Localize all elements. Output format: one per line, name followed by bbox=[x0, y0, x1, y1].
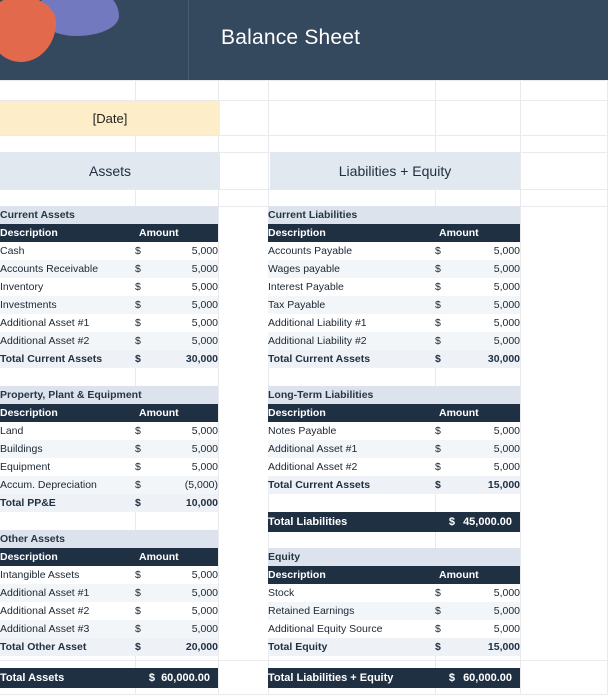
row-description[interactable]: Accounts Receivable bbox=[0, 260, 135, 278]
subtotal-currency-symbol: $ bbox=[435, 350, 457, 368]
row-currency-symbol: $ bbox=[435, 260, 457, 278]
column-header-description: Description bbox=[0, 404, 135, 422]
column-header-amount: Amount bbox=[435, 224, 520, 242]
section-title: Current Assets bbox=[0, 206, 218, 224]
table-row[interactable] bbox=[268, 422, 520, 440]
subtotal-row bbox=[0, 350, 218, 368]
row-amount[interactable]: 5,000 bbox=[157, 566, 218, 584]
row-currency-symbol: $ bbox=[435, 458, 457, 476]
subtotal-row bbox=[0, 494, 218, 512]
right-financial-table bbox=[268, 386, 520, 494]
row-amount[interactable]: 5,000 bbox=[157, 584, 218, 602]
column-header-row bbox=[0, 224, 218, 242]
total-liabilities-equity-row-currency-symbol: $ bbox=[435, 668, 457, 688]
row-currency-symbol: $ bbox=[435, 332, 457, 350]
row-currency-symbol: $ bbox=[435, 602, 457, 620]
row-amount[interactable]: 5,000 bbox=[157, 458, 218, 476]
assets-label: Assets bbox=[88, 162, 131, 179]
row-description[interactable]: Additional Equity Source bbox=[268, 620, 435, 638]
total-liabilities-equity-row bbox=[268, 668, 520, 688]
subtotal-amount: 20,000 bbox=[157, 638, 218, 656]
row-currency-symbol: $ bbox=[135, 440, 157, 458]
left-financial-table bbox=[0, 530, 218, 656]
table-row[interactable] bbox=[268, 278, 520, 296]
row-amount[interactable]: (5,000) bbox=[157, 476, 218, 494]
total-liabilities-equity-row-label: Total Liabilities + Equity bbox=[268, 668, 435, 688]
row-description[interactable]: Interest Payable bbox=[268, 278, 435, 296]
banner-divider bbox=[188, 0, 189, 80]
table-row[interactable] bbox=[0, 620, 218, 638]
column-header-row bbox=[268, 224, 520, 242]
table-row[interactable] bbox=[0, 458, 218, 476]
subtotal-label: Total Equity bbox=[268, 638, 435, 656]
table-row[interactable] bbox=[0, 476, 218, 494]
section-title: Other Assets bbox=[0, 530, 218, 548]
row-currency-symbol: $ bbox=[135, 476, 157, 494]
row-currency-symbol: $ bbox=[435, 242, 457, 260]
column-header-row bbox=[0, 404, 218, 422]
liabilities-equity-label: Liabilities + Equity bbox=[338, 162, 452, 179]
row-description[interactable]: Additional Asset #2 bbox=[268, 458, 435, 476]
right-financial-table bbox=[268, 512, 520, 532]
subtotal-currency-symbol: $ bbox=[135, 350, 157, 368]
right-financial-table bbox=[268, 548, 520, 656]
date-cell[interactable] bbox=[0, 101, 220, 135]
left-financial-table bbox=[0, 386, 218, 512]
table-row[interactable] bbox=[0, 314, 218, 332]
table-row[interactable] bbox=[0, 278, 218, 296]
total-liabilities-row-currency-symbol: $ bbox=[435, 512, 457, 532]
row-amount[interactable]: 5,000 bbox=[157, 602, 218, 620]
table-row[interactable] bbox=[268, 332, 520, 350]
title-banner bbox=[0, 0, 608, 80]
liabilities-equity-header-band bbox=[270, 152, 520, 189]
row-description[interactable]: Investments bbox=[0, 296, 135, 314]
section-title-row bbox=[0, 386, 218, 404]
row-amount[interactable]: 5,000 bbox=[157, 278, 218, 296]
row-currency-symbol: $ bbox=[435, 422, 457, 440]
row-currency-symbol: $ bbox=[135, 620, 157, 638]
table-row[interactable] bbox=[0, 242, 218, 260]
table-row[interactable] bbox=[0, 422, 218, 440]
row-description[interactable]: Cash bbox=[0, 242, 135, 260]
total-liabilities-row-amount: 45,000.00 bbox=[457, 512, 520, 532]
row-amount[interactable]: 5,000 bbox=[157, 440, 218, 458]
row-amount[interactable]: 5,000 bbox=[457, 422, 520, 440]
column-header-description: Description bbox=[0, 548, 135, 566]
section-title-row bbox=[268, 548, 520, 566]
column-header-row bbox=[0, 548, 218, 566]
row-currency-symbol: $ bbox=[435, 620, 457, 638]
row-description[interactable]: Notes Payable bbox=[268, 422, 435, 440]
row-description[interactable]: Additional Asset #3 bbox=[0, 620, 135, 638]
row-amount[interactable]: 5,000 bbox=[157, 620, 218, 638]
table-row[interactable] bbox=[268, 584, 520, 602]
row-amount[interactable]: 5,000 bbox=[157, 314, 218, 332]
row-currency-symbol: $ bbox=[135, 566, 157, 584]
table-row[interactable] bbox=[0, 332, 218, 350]
table-row[interactable] bbox=[268, 620, 520, 638]
section-title: Long-Term Liabilities bbox=[268, 386, 520, 404]
row-currency-symbol: $ bbox=[135, 422, 157, 440]
column-header-description: Description bbox=[268, 224, 435, 242]
subtotal-row bbox=[268, 476, 520, 494]
row-amount[interactable]: 5,000 bbox=[457, 314, 520, 332]
row-description[interactable]: Retained Earnings bbox=[268, 602, 435, 620]
subtotal-currency-symbol: $ bbox=[435, 638, 457, 656]
subtotal-label: Total Other Asset bbox=[0, 638, 135, 656]
row-description[interactable]: Additional Asset #1 bbox=[268, 440, 435, 458]
left-financial-table bbox=[0, 668, 218, 688]
row-currency-symbol: $ bbox=[435, 296, 457, 314]
subtotal-currency-symbol: $ bbox=[135, 638, 157, 656]
subtotal-row bbox=[268, 350, 520, 368]
table-row[interactable] bbox=[0, 602, 218, 620]
row-amount[interactable]: 5,000 bbox=[457, 242, 520, 260]
row-currency-symbol: $ bbox=[135, 332, 157, 350]
subtotal-amount: 15,000 bbox=[457, 476, 520, 494]
column-header-amount: Amount bbox=[135, 224, 218, 242]
total-assets-row-amount: 60,000.00 bbox=[157, 668, 218, 688]
table-row[interactable] bbox=[268, 296, 520, 314]
table-row[interactable] bbox=[0, 296, 218, 314]
subtotal-row bbox=[268, 638, 520, 656]
row-currency-symbol: $ bbox=[135, 278, 157, 296]
row-description[interactable]: Stock bbox=[268, 584, 435, 602]
table-row[interactable] bbox=[268, 242, 520, 260]
subtotal-label: Total Current Assets bbox=[268, 350, 435, 368]
row-currency-symbol: $ bbox=[435, 440, 457, 458]
table-row[interactable] bbox=[0, 440, 218, 458]
row-description[interactable]: Additional Asset #1 bbox=[0, 584, 135, 602]
row-description[interactable]: Accounts Payable bbox=[268, 242, 435, 260]
row-description[interactable]: Land bbox=[0, 422, 135, 440]
row-amount[interactable]: 5,000 bbox=[457, 602, 520, 620]
subtotal-label: Total Current Assets bbox=[0, 350, 135, 368]
row-amount[interactable]: 5,000 bbox=[457, 332, 520, 350]
row-description[interactable]: Accum. Depreciation bbox=[0, 476, 135, 494]
row-amount[interactable]: 5,000 bbox=[457, 620, 520, 638]
row-amount[interactable]: 5,000 bbox=[157, 242, 218, 260]
row-amount[interactable]: 5,000 bbox=[157, 296, 218, 314]
row-description[interactable]: Equipment bbox=[0, 458, 135, 476]
page-title: Balance Sheet bbox=[221, 26, 361, 49]
column-header-amount: Amount bbox=[135, 548, 218, 566]
section-title-row bbox=[0, 530, 218, 548]
right-financial-table bbox=[268, 206, 520, 368]
row-amount[interactable]: 5,000 bbox=[157, 332, 218, 350]
column-header-amount: Amount bbox=[135, 404, 218, 422]
left-financial-table bbox=[0, 206, 218, 368]
row-currency-symbol: $ bbox=[135, 296, 157, 314]
row-amount[interactable]: 5,000 bbox=[457, 260, 520, 278]
subtotal-row bbox=[0, 638, 218, 656]
total-assets-row-currency-symbol: $ bbox=[135, 668, 157, 688]
section-title: Property, Plant & Equipment bbox=[0, 386, 218, 404]
total-liabilities-row-label: Total Liabilities bbox=[268, 512, 435, 532]
right-financial-table bbox=[268, 668, 520, 688]
subtotal-amount: 15,000 bbox=[457, 638, 520, 656]
column-header-amount: Amount bbox=[435, 566, 520, 584]
table-row[interactable] bbox=[0, 584, 218, 602]
row-currency-symbol: $ bbox=[135, 260, 157, 278]
table-row[interactable] bbox=[268, 260, 520, 278]
subtotal-amount: 30,000 bbox=[157, 350, 218, 368]
row-currency-symbol: $ bbox=[135, 584, 157, 602]
row-currency-symbol: $ bbox=[135, 602, 157, 620]
total-liabilities-row bbox=[268, 512, 520, 532]
row-currency-symbol: $ bbox=[435, 584, 457, 602]
row-description[interactable]: Inventory bbox=[0, 278, 135, 296]
column-header-row bbox=[268, 566, 520, 584]
section-title-row bbox=[268, 386, 520, 404]
row-amount[interactable]: 5,000 bbox=[157, 260, 218, 278]
row-description[interactable]: Tax Payable bbox=[268, 296, 435, 314]
row-amount[interactable]: 5,000 bbox=[457, 584, 520, 602]
section-title-row bbox=[268, 206, 520, 224]
row-currency-symbol: $ bbox=[135, 458, 157, 476]
row-description[interactable]: Wages payable bbox=[268, 260, 435, 278]
blob-orange-icon bbox=[0, 0, 56, 62]
subtotal-amount: 10,000 bbox=[157, 494, 218, 512]
assets-header-band bbox=[0, 152, 220, 189]
column-header-row bbox=[268, 404, 520, 422]
row-currency-symbol: $ bbox=[435, 314, 457, 332]
row-amount[interactable]: 5,000 bbox=[457, 440, 520, 458]
subtotal-currency-symbol: $ bbox=[435, 476, 457, 494]
row-description[interactable]: Buildings bbox=[0, 440, 135, 458]
row-description[interactable]: Additional Liability #1 bbox=[268, 314, 435, 332]
row-currency-symbol: $ bbox=[435, 278, 457, 296]
subtotal-amount: 30,000 bbox=[457, 350, 520, 368]
section-title-row bbox=[0, 206, 218, 224]
logo bbox=[0, 0, 120, 70]
row-amount[interactable]: 5,000 bbox=[157, 422, 218, 440]
row-amount[interactable]: 5,000 bbox=[457, 296, 520, 314]
row-description[interactable]: Additional Asset #2 bbox=[0, 602, 135, 620]
row-amount[interactable]: 5,000 bbox=[457, 458, 520, 476]
row-amount[interactable]: 5,000 bbox=[457, 278, 520, 296]
table-row[interactable] bbox=[268, 314, 520, 332]
column-header-amount: Amount bbox=[435, 404, 520, 422]
row-description[interactable]: Additional Liability #2 bbox=[268, 332, 435, 350]
column-header-description: Description bbox=[0, 224, 135, 242]
row-description[interactable]: Additional Asset #2 bbox=[0, 332, 135, 350]
total-assets-row-label: Total Assets bbox=[0, 668, 135, 688]
subtotal-label: Total Current Assets bbox=[268, 476, 435, 494]
row-description[interactable]: Intangible Assets bbox=[0, 566, 135, 584]
column-header-description: Description bbox=[268, 404, 435, 422]
table-row[interactable] bbox=[268, 458, 520, 476]
table-row[interactable] bbox=[268, 602, 520, 620]
total-assets-row bbox=[0, 668, 218, 688]
row-currency-symbol: $ bbox=[135, 242, 157, 260]
subtotal-currency-symbol: $ bbox=[135, 494, 157, 512]
column-header-description: Description bbox=[268, 566, 435, 584]
section-title: Current Liabilities bbox=[268, 206, 520, 224]
row-currency-symbol: $ bbox=[135, 314, 157, 332]
section-title: Equity bbox=[268, 548, 520, 566]
date-value: [Date] bbox=[92, 110, 128, 126]
row-description[interactable]: Additional Asset #1 bbox=[0, 314, 135, 332]
table-row[interactable] bbox=[0, 260, 218, 278]
table-row[interactable] bbox=[268, 440, 520, 458]
table-row[interactable] bbox=[0, 566, 218, 584]
total-liabilities-equity-row-amount: 60,000.00 bbox=[457, 668, 520, 688]
subtotal-label: Total PP&E bbox=[0, 494, 135, 512]
